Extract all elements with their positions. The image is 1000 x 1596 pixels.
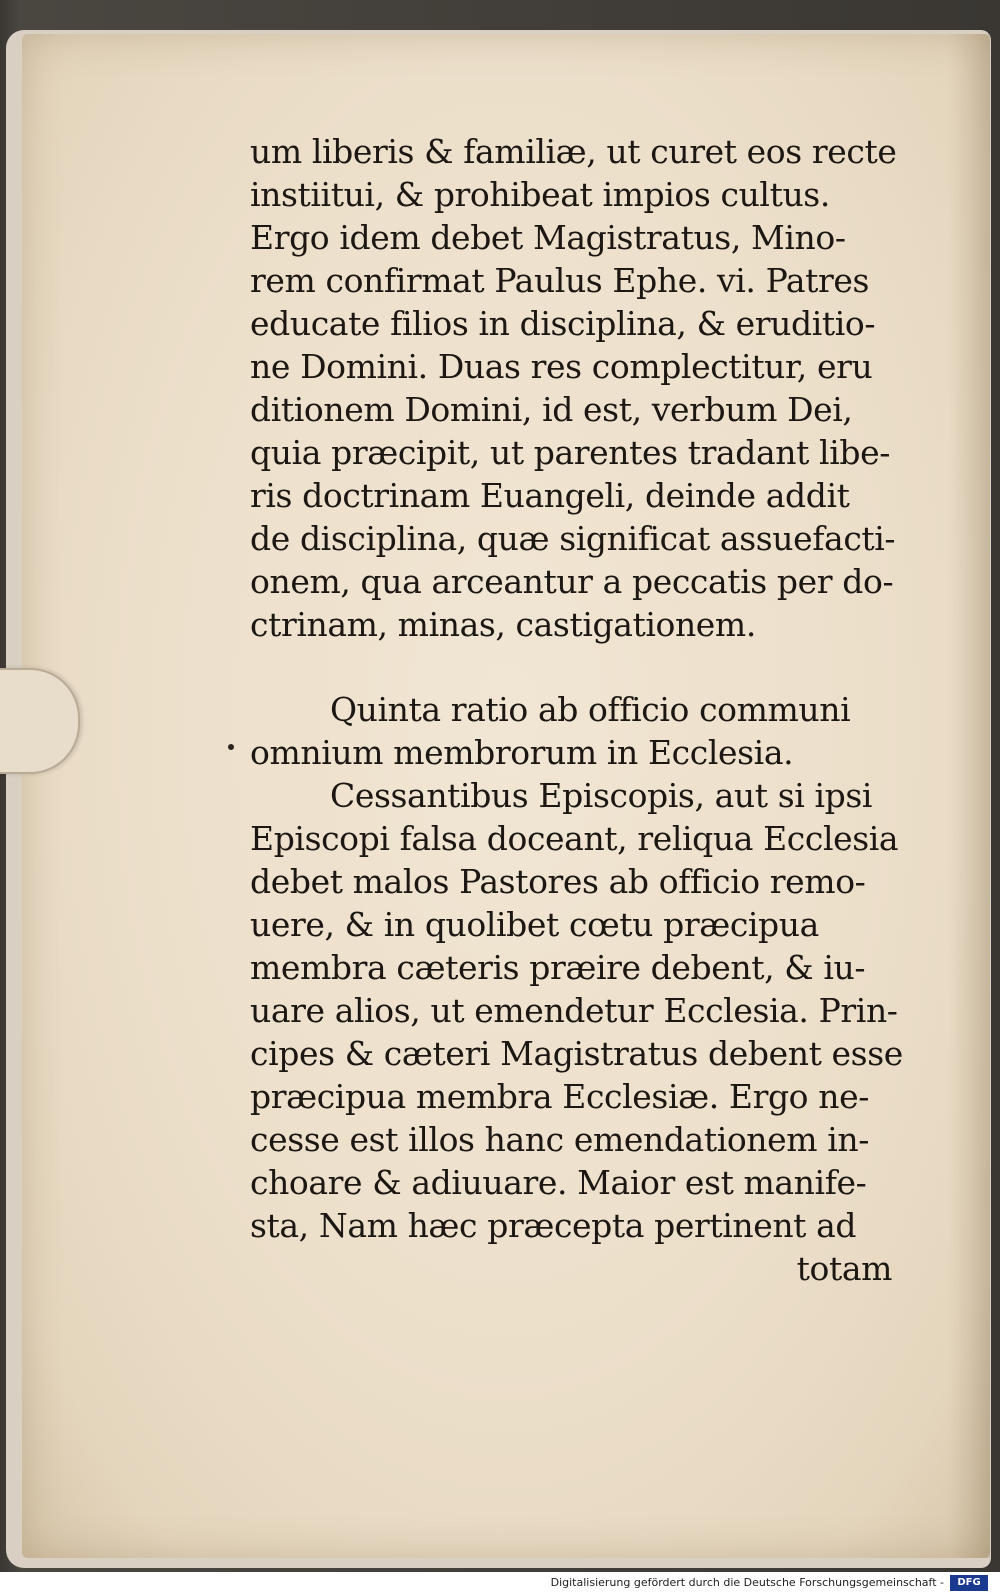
text-line: Cessantibus Episcopis, aut si ipsi xyxy=(330,776,873,815)
text-line: de disciplina, quæ significat assuefacti- xyxy=(250,519,896,558)
text-line: um liberis & familiæ, ut curet eos recte xyxy=(250,132,897,171)
section-heading: Quinta ratio ab officio communi xyxy=(330,690,851,729)
catchword: totam xyxy=(796,1249,892,1288)
margin-mark xyxy=(228,744,234,750)
text-line: ditionem Domini, id est, verbum Dei, xyxy=(250,390,853,429)
text-line: educate filios in disciplina, & eruditio- xyxy=(250,304,876,343)
text-line: cipes & cæteri Magistratus debent esse xyxy=(250,1034,903,1073)
page-text xyxy=(250,130,910,1290)
section-heading-cont: omnium membrorum in Ecclesia. xyxy=(250,733,794,772)
funding-credit: Digitalisierung gefördert durch die Deutsche Forschungsgemeinschaft - xyxy=(550,1576,944,1589)
text-line: onem, qua arceantur a peccatis per do- xyxy=(250,562,894,601)
text-line: rem confirmat Paulus Ephe. vi. Patres xyxy=(250,261,870,300)
text-line: quia præcipit, ut parentes tradant libe- xyxy=(250,433,890,472)
page-shadow xyxy=(950,34,990,1558)
footer-bar xyxy=(0,1572,1000,1596)
text-line: ne Domini. Duas res complectitur, eru xyxy=(250,347,873,386)
text-line: præcipua membra Ecclesiæ. Ergo ne- xyxy=(250,1077,869,1116)
dfg-logo: DFG xyxy=(950,1575,988,1591)
paragraph-gap xyxy=(250,646,910,688)
text-line: membra cæteris præire debent, & iu- xyxy=(250,948,866,987)
text-line: Episcopi falsa doceant, reliqua Ecclesia xyxy=(250,819,899,858)
text-line: instiitui, & prohibeat impios cultus. xyxy=(250,175,830,214)
text-line: ris doctrinam Euangeli, deinde addit xyxy=(250,476,850,515)
text-line: uere, & in quolibet cœtu præcipua xyxy=(250,905,819,944)
text-line: Ergo idem debet Magistratus, Mino- xyxy=(250,218,846,257)
text-line: cesse est illos hanc emendationem in- xyxy=(250,1120,870,1159)
text-line: uare alios, ut emendetur Ecclesia. Prin- xyxy=(250,991,898,1030)
text-line: sta, Nam hæc præcepta pertinent ad xyxy=(250,1206,857,1245)
text-line: ctrinam, minas, castigationem. xyxy=(250,605,756,644)
text-line: debet malos Pastores ab officio remo- xyxy=(250,862,866,901)
text-line: choare & adiuuare. Maior est manife- xyxy=(250,1163,867,1202)
